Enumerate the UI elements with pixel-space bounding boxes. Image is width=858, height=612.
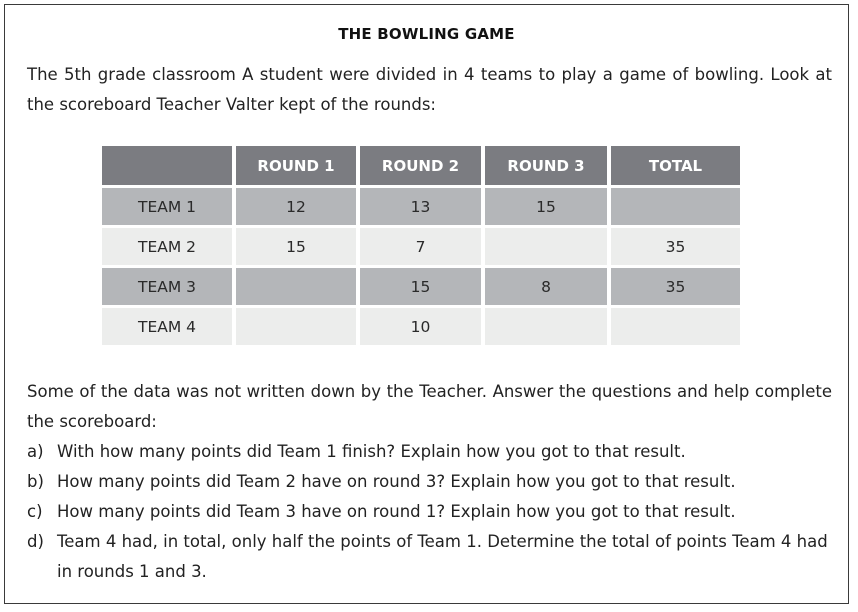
table-header-row xyxy=(102,146,740,185)
round-2-cell: 15 xyxy=(360,268,481,305)
question-label: a) xyxy=(27,442,44,461)
instructions-paragraph: Some of the data was not written down by the Teacher. Answer the questions and help complete the scoreboard: xyxy=(27,382,832,431)
round-2-cell: 7 xyxy=(360,228,481,265)
worksheet-frame xyxy=(4,4,849,604)
round-1-cell: 15 xyxy=(236,228,356,265)
table-row xyxy=(102,228,740,265)
question-a xyxy=(27,437,837,467)
total-cell xyxy=(611,308,740,345)
round-2-cell: 13 xyxy=(360,188,481,225)
header-cell-round-1: ROUND 1 xyxy=(236,146,356,185)
table-row xyxy=(102,188,740,225)
header-cell-total: TOTAL xyxy=(611,146,740,185)
question-d xyxy=(27,527,837,587)
team-name-cell: TEAM 2 xyxy=(102,228,232,265)
round-3-cell: 8 xyxy=(485,268,607,305)
team-name-cell: TEAM 3 xyxy=(102,268,232,305)
round-1-cell: 12 xyxy=(236,188,356,225)
question-label: c) xyxy=(27,502,43,521)
question-label: d) xyxy=(27,532,44,551)
question-text: How many points did Team 2 have on round 3? Explain how you got to that result. xyxy=(57,472,736,491)
round-2-cell: 10 xyxy=(360,308,481,345)
team-name-cell: TEAM 4 xyxy=(102,308,232,345)
question-text: With how many points did Team 1 finish? Explain how you got to that result. xyxy=(57,442,686,461)
team-name-cell: TEAM 1 xyxy=(102,188,232,225)
question-text: Team 4 had, in total, only half the points of Team 1. Determine the total of points Team 4 had in rounds 1 and 3. xyxy=(57,532,828,581)
intro-paragraph: The 5th grade classroom A student were divided in 4 teams to play a game of bowling. Look at the scoreboard Teacher Valter kept of the rounds: xyxy=(27,65,832,114)
header-cell-round-2: ROUND 2 xyxy=(360,146,481,185)
table-row xyxy=(102,268,740,305)
header-cell-blank xyxy=(102,146,232,185)
question-label: b) xyxy=(27,472,44,491)
question-text: How many points did Team 3 have on round 1? Explain how you got to that result. xyxy=(57,502,736,521)
round-1-cell xyxy=(236,308,356,345)
worksheet-title: THE BOWLING GAME xyxy=(338,25,515,43)
table-row xyxy=(102,308,740,345)
round-1-cell xyxy=(236,268,356,305)
round-3-cell xyxy=(485,228,607,265)
scoreboard-table xyxy=(98,143,744,348)
question-c xyxy=(27,497,837,527)
total-cell xyxy=(611,188,740,225)
header-cell-round-3: ROUND 3 xyxy=(485,146,607,185)
round-3-cell: 15 xyxy=(485,188,607,225)
question-list xyxy=(27,437,837,587)
round-3-cell xyxy=(485,308,607,345)
total-cell: 35 xyxy=(611,268,740,305)
question-b xyxy=(27,467,837,497)
total-cell: 35 xyxy=(611,228,740,265)
